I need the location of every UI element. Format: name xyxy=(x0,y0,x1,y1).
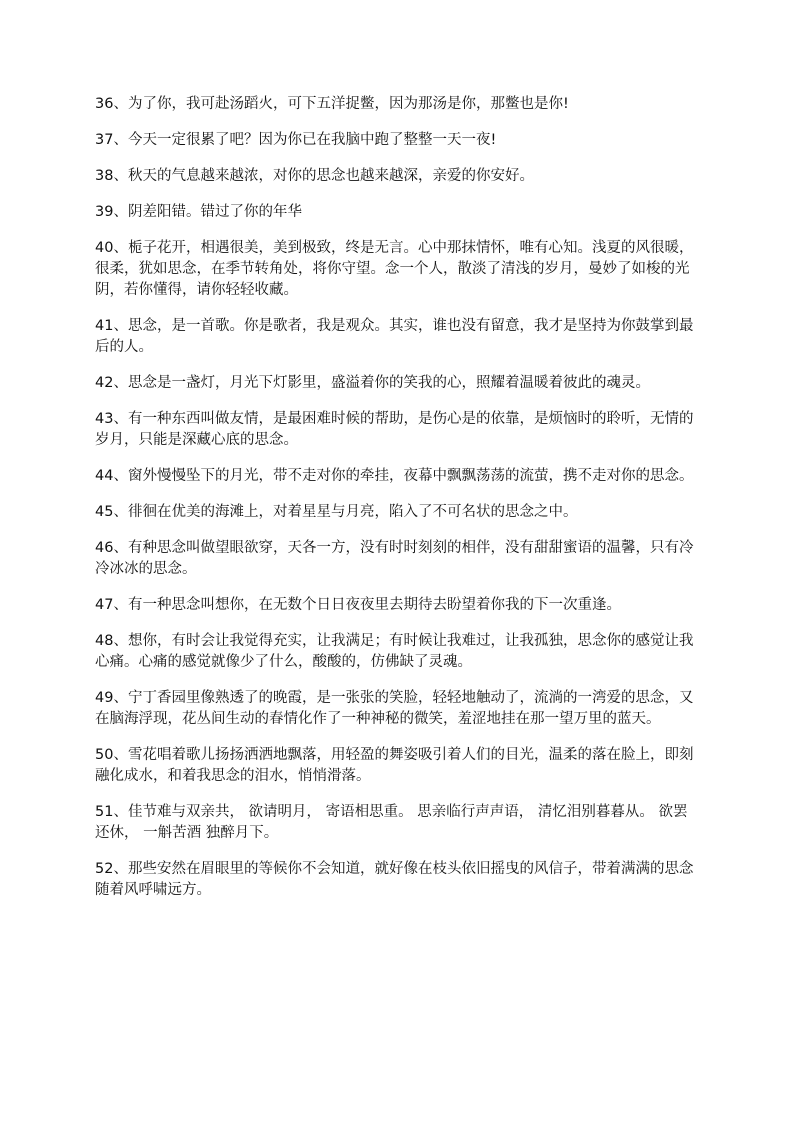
document-body xyxy=(95,94,695,916)
paragraph-41: 41、思念，是一首歌。你是歌者，我是观众。其实，谁也没有留意，我才是坚持为你鼓掌到最后的人。 xyxy=(95,318,694,355)
paragraph-39: 39、阴差阳错。错过了你的年华 xyxy=(95,204,302,220)
paragraph-52: 52、那些安然在眉眼里的等候你不会知道，就好像在枝头依旧摇曳的风信子，带着满满的思念随着风呼啸远方。 xyxy=(95,861,694,898)
paragraph-43: 43、有一种东西叫做友情，是最困难时候的帮助，是伤心是的依靠，是烦恼时的聆听，无情的岁月，只能是深藏心底的思念。 xyxy=(95,411,694,448)
paragraph-49: 49、宁丁香园里像熟透了的晚霞，是一张张的笑脸，轻轻地触动了，流淌的一湾爱的思念，又在脑海浮现，花丛间生动的春情化作了一种神秘的微笑，羞涩地挂在那一望万里的蓝天。 xyxy=(95,690,694,727)
paragraph-48: 48、想你，有时会让我觉得充实，让我满足；有时候让我难过，让我孤独，思念你的感觉让我心痛。心痛的感觉就像少了什么，酸酸的，仿佛缺了灵魂。 xyxy=(95,633,694,670)
paragraph-45: 45、徘徊在优美的海滩上，对着星星与月亮，陷入了不可名状的思念之中。 xyxy=(95,504,578,520)
paragraph-44: 44、窗外慢慢坠下的月光，带不走对你的牵挂，夜幕中飘飘荡荡的流萤，携不走对你的思念。 xyxy=(95,468,694,484)
paragraph-42: 42、思念是一盏灯，月光下灯影里，盛溢着你的笑我的心，照耀着温暖着彼此的魂灵。 xyxy=(95,375,650,391)
paragraph-37: 37、今天一定很累了吧？因为你已在我脑中跑了整整一天一夜! xyxy=(95,132,497,148)
paragraph-46: 46、有种思念叫做望眼欲穿，天各一方，没有时时刻刻的相伴，没有甜甜蜜语的温馨，只有冷冷冰冰的思念。 xyxy=(95,540,694,577)
paragraph-36: 36、为了你，我可赴汤蹈火，可下五洋捉鳖，因为那汤是你，那鳖也是你! xyxy=(95,96,569,112)
paragraph-47: 47、有一种思念叫想你，在无数个日日夜夜里去期待去盼望着你我的下一次重逢。 xyxy=(95,597,621,613)
paragraph-38: 38、秋天的气息越来越浓，对你的思念也越来越深，亲爱的你安好。 xyxy=(95,168,534,184)
paragraph-40: 40、栀子花开，相遇很美，美到极致，终是无言。心中那抹情怀，唯有心知。浅夏的风很暖，很柔，犹如思念，在季节转角处，将你守望。念一个人，散淡了清浅的岁月，曼妙了如梭的光阴，若你懂得，请你轻轻收藏。 xyxy=(95,240,694,298)
paragraph-50: 50、雪花唱着歌儿扬扬洒洒地飘落，用轻盈的舞姿吸引着人们的目光，温柔的落在脸上，即刻融化成水，和着我思念的泪水，悄悄滑落。 xyxy=(95,747,694,784)
paragraph-51: 51、佳节难与双亲共， 欲请明月， 寄语相思重。 思亲临行声声语， 清忆泪别暮暮从。 欲罢还休， 一斛苦酒 独醉月下。 xyxy=(95,804,688,841)
